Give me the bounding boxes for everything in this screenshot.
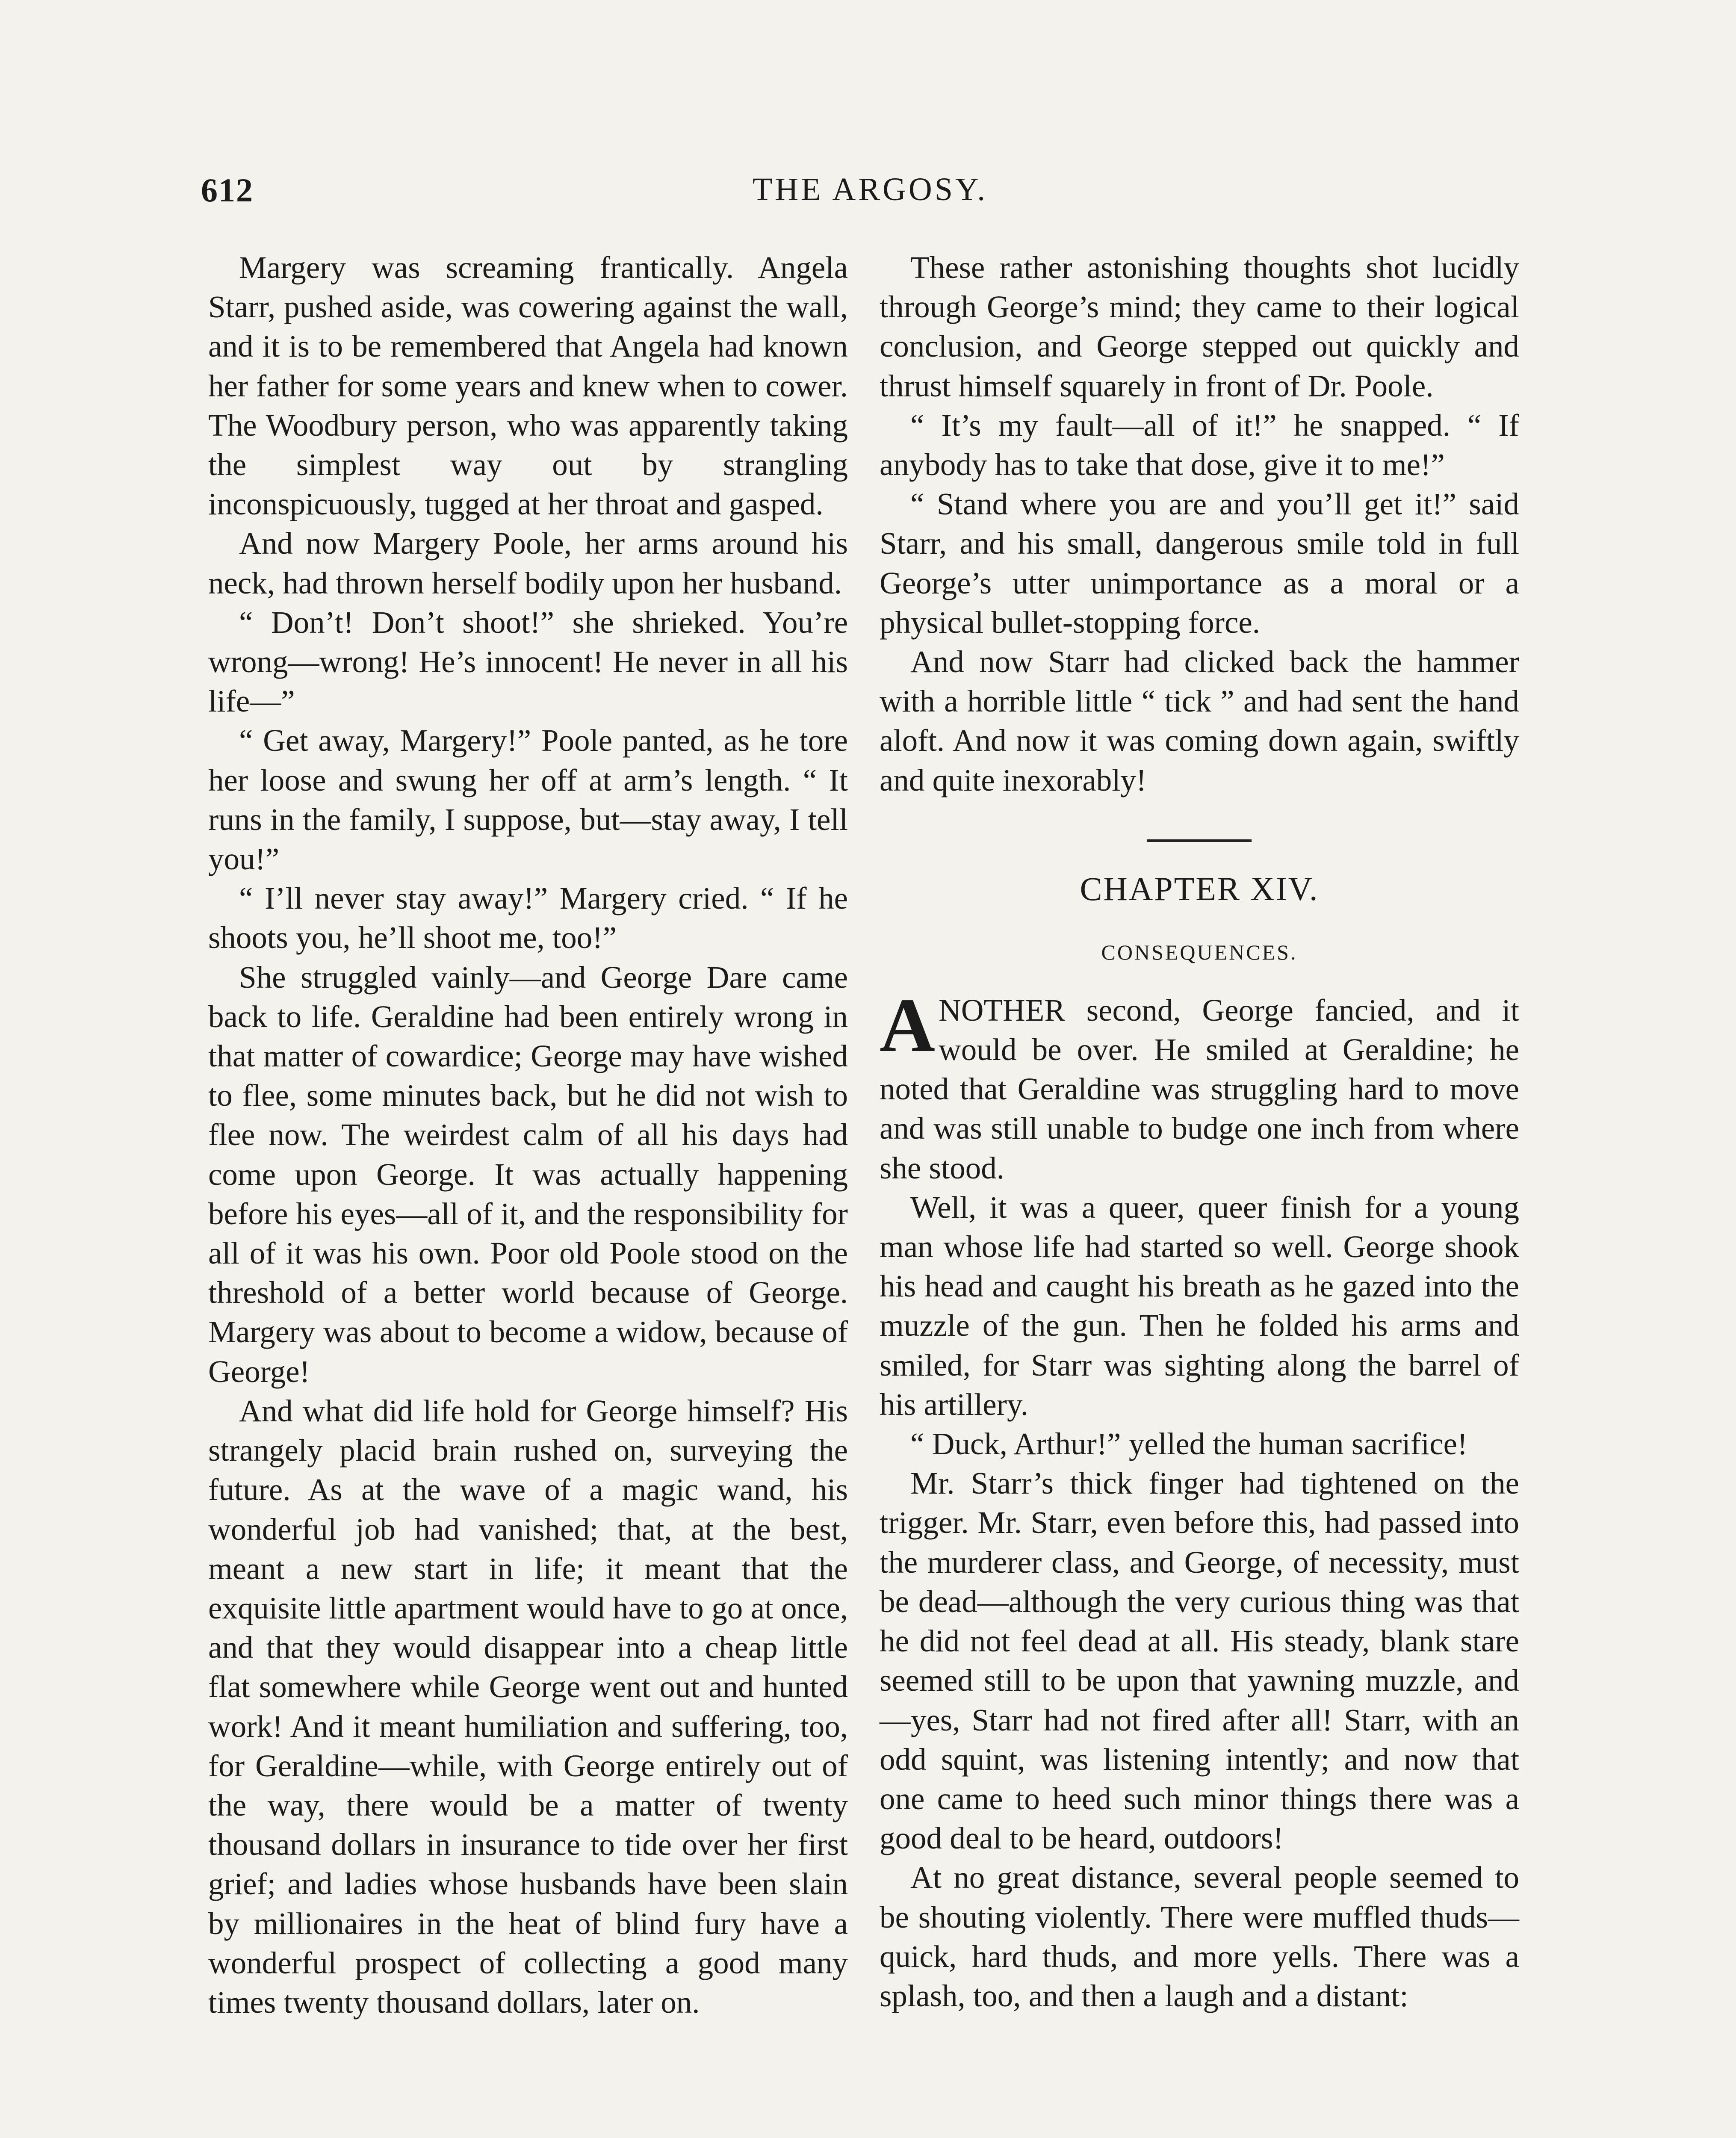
chapter-title: CHAPTER XIV. — [1080, 870, 1319, 907]
section-divider — [1147, 839, 1252, 842]
paragraph: Margery was screaming frantically. Angela Starr, pushed aside, was cowering against the wall, and it is to be remembered that Angela had known her father for some years and knew when to cower. The Woodbury person, who was apparently taking the simplest way out by strangling inconspicuously, tugged at her throat and gasped. — [208, 250, 848, 522]
paragraph: “ I’ll never stay away!” Margery cried. “ If he shoots you, he’ll shoot me, too!” — [208, 881, 848, 955]
left-column — [208, 248, 848, 2022]
opening-text: NOTHER second, George fancied, and it would be over. He smiled at Geraldine; he noted that Geraldine was struggling hard to move and was still unable to budge one inch from where she stood. — [880, 992, 1519, 1185]
paragraph: Well, it was a queer, queer finish for a young man whose life had started so well. George shook his head and caught his breath as he gazed into the muzzle of the gun. Then he folded his arms and smiled, for Starr was sighting along the barrel of his artillery. — [880, 1190, 1519, 1422]
chapter-opening-paragraph — [880, 982, 1519, 1188]
paragraph: “ It’s my fault—all of it!” he snapped. “ If anybody has to take that dose, give it to me!” — [880, 408, 1519, 482]
paragraph: “ Duck, Arthur!” yelled the human sacrifice! — [910, 1426, 1468, 1462]
right-column — [880, 248, 1519, 2016]
paragraph: At no great distance, several people seemed to be shouting violently. There were muffled thuds—quick, hard thuds, and more yells. There was a splash, too, and then a laugh and a distant: — [880, 1860, 1519, 2013]
paragraph: And now Starr had clicked back the hammer with a horrible little “ tick ” and had sent the hand aloft. And now it was coming down again, swiftly and quite inexorably! — [880, 644, 1519, 797]
paragraph: These rather astonishing thoughts shot lucidly through George’s mind; they came to their logical conclusion, and George stepped out quickly and thrust himself squarely in front of Dr. Poole. — [880, 250, 1519, 403]
paragraph: And what did life hold for George himself? His strangely placid brain rushed on, surveying the future. As at the wave of a magic wand, his wonderful job had vanished; that, at the best, meant a new start in life; it meant that the exquisite little apartment would have to go at once, and that they would disappear into a cheap little flat somewhere while George went out and hunted work! And it meant humiliation and suffering, too, for Geraldine—while, with George entirely out of the way, there would be a matter of twenty thousand dollars in insurance to tide over her first grief; and ladies whose husbands have been slain by millionaires in the heat of blind fury have a wonderful prospect of collecting a good many times twenty thousand dollars, later on. — [208, 1393, 848, 2020]
page-number: 612 — [201, 171, 254, 209]
paragraph: And now Margery Poole, her arms around his neck, had thrown herself bodily upon her husband. — [208, 526, 848, 600]
page-header — [201, 171, 1539, 222]
paragraph: “ Get away, Margery!” Poole panted, as he tore her loose and swung her off at arm’s length. “ It runs in the family, I suppose, but—stay away, I tell you!” — [208, 723, 848, 877]
paragraph: She struggled vainly—and George Dare came back to life. Geraldine had been entirely wrong in that matter of cowardice; George may have wished to flee, some minutes back, but he did not wish to flee now. The weirdest calm of all his days had come upon George. It was actually happening before his eyes—all of it, and the responsibility for all of it was his own. Poor old Poole stood on the threshold of a better world because of George. Margery was about to become a widow, because of George! — [208, 960, 848, 1389]
paragraph: “ Don’t! Don’t shoot!” she shrieked. You’re wrong—wrong! He’s innocent! He never in all his life—” — [208, 605, 848, 719]
drop-cap: A — [880, 982, 935, 1068]
chapter-subtitle: CONSEQUENCES. — [1101, 940, 1298, 964]
paragraph: “ Stand where you are and you’ll get it!” said Starr, and his small, dangerous smile told in full George’s utter unimportance as a moral or a physical bullet-stopping force. — [880, 487, 1519, 640]
running-title: THE ARGOSY. — [752, 171, 988, 207]
paragraph: Mr. Starr’s thick finger had tightened on the trigger. Mr. Starr, even before this, had passed into the murderer class, and George, of necessity, must be dead—although the very curious thing was that he did not feel dead at all. His steady, blank stare seemed still to be upon that yawning muzzle, and—yes, Starr had not fired after all! Starr, with an odd squint, was listening intently; and now that one came to heed such minor things there was a good deal to be heard, outdoors! — [880, 1466, 1519, 1856]
